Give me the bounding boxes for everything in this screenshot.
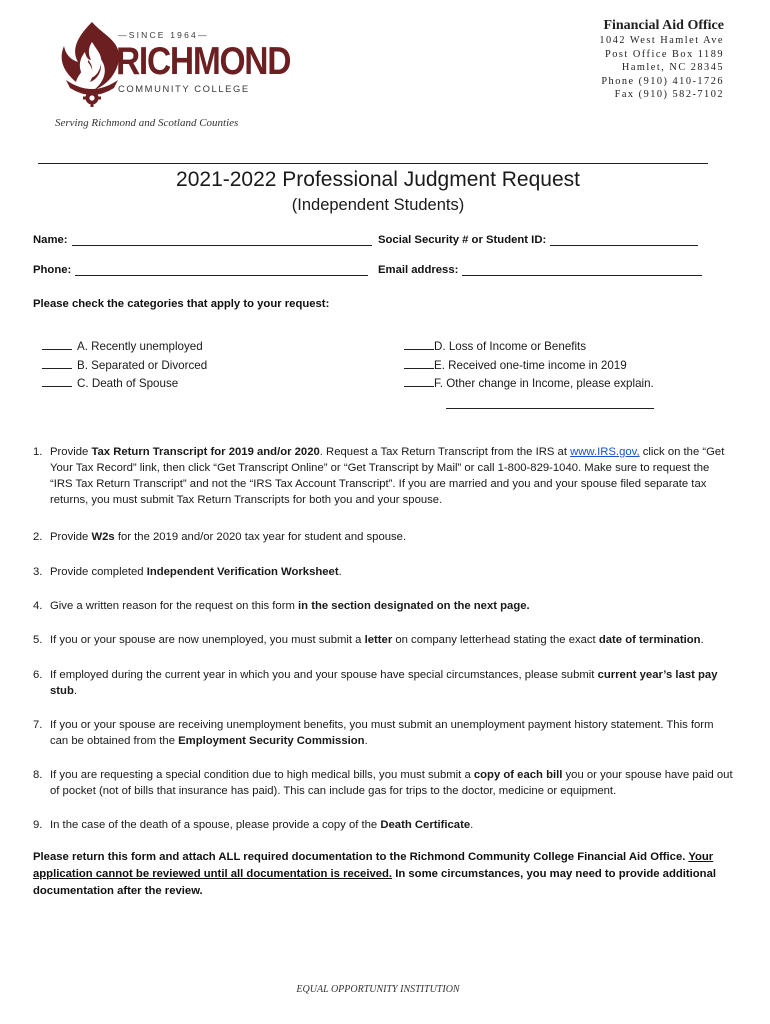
list-item: 2. Provide W2s for the 2019 and/or 2020 tax year for student and spouse. [33, 531, 407, 543]
explain-field[interactable] [446, 408, 654, 409]
category-option: A. Recently unemployed [42, 338, 207, 357]
form-title: 2021-2022 Professional Judgment Request [176, 168, 580, 191]
logo-since-text: —SINCE 1964— [118, 30, 209, 40]
category-checkbox[interactable] [42, 358, 72, 369]
list-item: 7. If you or your spouse are receiving unemployment benefits, you must submit an unemployment payment history statement. This form can be obtained from the Employment Security Commission. [33, 719, 714, 747]
logo-subname-text: COMMUNITY COLLEGE [118, 83, 250, 94]
ssn-label: Social Security # or Student ID: [378, 234, 547, 246]
footer-text: EQUAL OPPORTUNITY INSTITUTION [296, 984, 460, 995]
category-checkbox[interactable] [42, 339, 72, 350]
office-address-line: Hamlet, NC 28345 [621, 62, 724, 73]
email-field[interactable] [462, 265, 702, 276]
closing-paragraph: Please return this form and attach ALL required documentation to the Richmond Community College Financial Aid Office. Your application cannot be reviewed until all documentation is received. In some circumstances, you may need to provide additional documentation after the review. [33, 851, 717, 897]
office-phone: Phone (910) 410-1726 [601, 75, 724, 87]
name-field-row [33, 232, 372, 246]
category-option: E. Received one-time income in 2019 [404, 357, 654, 376]
category-option: B. Separated or Divorced [42, 357, 207, 376]
ssn-field-row [378, 232, 698, 246]
list-item: 3. Provide completed Independent Verification Worksheet. [33, 566, 342, 578]
list-item: 5. If you or your spouse are now unemployed, you must submit a letter on company letterhead stating the exact date of termination. [33, 634, 704, 646]
category-checkbox[interactable] [404, 339, 434, 350]
office-address-line: Post Office Box 1189 [605, 48, 724, 60]
irs-link[interactable]: www.IRS.gov, [570, 446, 640, 458]
categories-right [404, 338, 654, 394]
list-item: 1. Provide Tax Return Transcript for 2019 and/or 2020. Request a Tax Return Transcript from the IRS at www.IRS.gov, click on the “Get Your Tax Record” link, then click “Get Transcript Online” or “Get Transcript by Mail” or call 1-800-829-1040. Make sure to request the “IRS Tax Return Transcript” and not the “IRS Tax Account Transcript”. If you are married and you and your spouse filed separate tax returns, you must submit Tax Return Transcripts for both you and your spouse. [33, 446, 725, 506]
office-address-block [599, 17, 724, 102]
category-option: D. Loss of Income or Benefits [404, 338, 654, 357]
phone-label: Phone: [33, 264, 72, 276]
categories-prompt: Please check the categories that apply to your request: [33, 298, 330, 310]
office-fax: Fax (910) 582-7102 [614, 89, 724, 100]
office-title: Financial Aid Office [603, 18, 724, 33]
category-option: C. Death of Spouse [42, 375, 207, 394]
tagline: Serving Richmond and Scotland Counties [55, 117, 239, 129]
email-label: Email address: [378, 264, 459, 276]
list-item: 4. Give a written reason for the request on this form in the section designated on the next page. [33, 600, 530, 612]
logo-name-text: RICHMOND [116, 40, 291, 83]
category-checkbox[interactable] [404, 358, 434, 369]
list-item: 6. If employed during the current year in which you and your spouse have special circumstances, please submit current year’s last pay stub. [33, 669, 718, 697]
email-field-row [378, 262, 702, 276]
form-subtitle: (Independent Students) [291, 196, 465, 214]
phone-field-row [33, 262, 368, 276]
name-field[interactable] [72, 235, 372, 246]
header-divider [38, 163, 708, 164]
category-checkbox[interactable] [404, 376, 434, 387]
category-checkbox[interactable] [42, 376, 72, 387]
ssn-field[interactable] [550, 235, 698, 246]
list-item: 8. If you are requesting a special condition due to high medical bills, you must submit a copy of each bill you or your spouse have paid out of pocket (not of bills that insurance has paid). This can include gas for trips to the doctor, medicine or equipment. [33, 769, 733, 797]
office-address-line: 1042 West Hamlet Ave [599, 35, 724, 46]
category-option: F. Other change in Income, please explain. [404, 375, 654, 394]
categories-left [42, 338, 207, 394]
list-item: 9. In the case of the death of a spouse, please provide a copy of the Death Certificate. [33, 819, 474, 831]
phone-field[interactable] [75, 265, 368, 276]
name-label: Name: [33, 234, 68, 246]
